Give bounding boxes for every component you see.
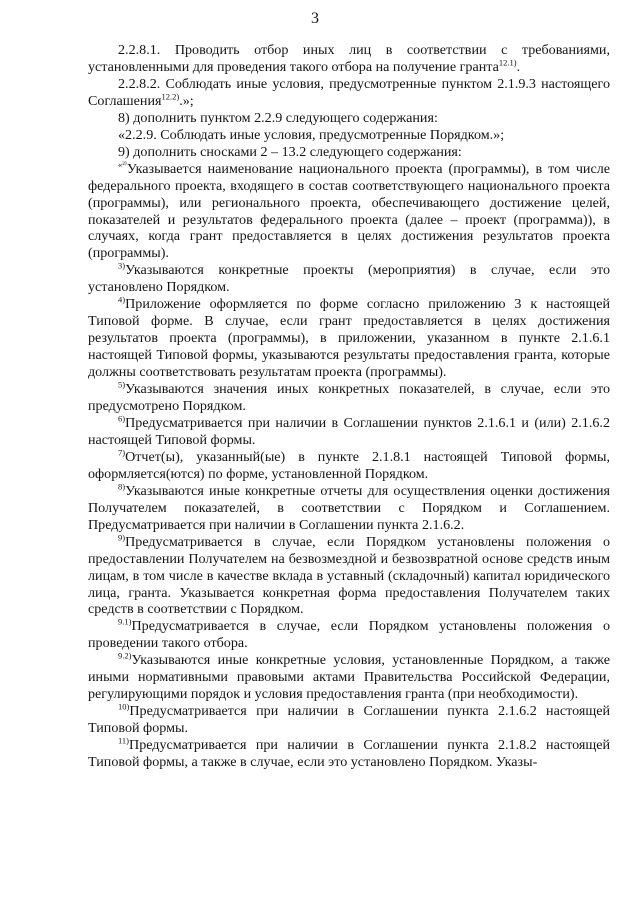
paragraph-text: Приложение оформляется по форме согласно приложению 3 к настоящей Типовой форме. В случае, если грант предоставляется в целях достижения результатов проекта (программы), в приложении, указанном в пункте 2.1.6.1 настоящей Типовой формы, указываются результаты предоставления гранта, которые должны соответствовать результатам проекта (программы). <box>88 296 610 381</box>
paragraph <box>88 449 610 483</box>
footnote-marker: 9.1) <box>118 616 132 627</box>
paragraph-tail: . <box>516 58 521 75</box>
paragraph <box>88 158 610 263</box>
paragraph-text: 8) дополнить пунктом 2.2.9 следующего содержания: <box>118 109 438 126</box>
paragraph <box>88 652 610 703</box>
footnote-marker: 3) <box>118 260 126 271</box>
footnote-marker: 4) <box>118 294 126 305</box>
paragraph-text: Отчет(ы), указанный(ые) в пункте 2.1.8.1 настоящей Типовой формы, оформляется(ются) по форме, установленной Порядком. <box>88 448 610 482</box>
paragraph <box>88 296 610 381</box>
document-body <box>88 42 610 771</box>
paragraph-text: Указывается наименование национального проекта (программы), в том числе федерального проекта, входящего в состав соответствующего национального проекта (программы), или регионального проекта, обеспечивающего достижение целей, показателей и результатов федерального проекта (далее – проект (программа)), в случаях, когда грант предоставляется в целях достижения результатов проекта (программы). <box>88 160 610 262</box>
paragraph-text: Предусматривается в случае, если Порядком установлены положения о предоставлении Получателем на безвозмездной и безвозвратной основе средств иным лицам, в том числе в качестве вклада в уставный (складочный) капитал юридического лица, гранта. Указывается конкретная форма предоставления Получателем таких средств в соответствии с Порядком. <box>88 533 610 618</box>
paragraph-text: Предусматривается при наличии в Соглашении пункта 2.1.6.2 настоящей Типовой формы. <box>88 703 610 737</box>
paragraph-text: «2.2.9. Соблюдать иные условия, предусмотренные Порядком.»; <box>118 126 505 143</box>
footnote-reference: 12.2) <box>161 91 180 102</box>
footnote-marker: 10) <box>118 701 130 712</box>
paragraph <box>88 144 610 161</box>
footnote-marker: 11) <box>118 735 130 746</box>
paragraph-text: Указываются иные конкретные отчеты для осуществления оценки достижения Получателем показателей, в соответствии с Порядком и Соглашением. Предусматривается при наличии в Соглашении пункта 2.1.6.2. <box>88 482 610 533</box>
paragraph <box>88 415 610 449</box>
paragraph-text: Указываются конкретные проекты (мероприятия) в случае, если это установлено Порядком. <box>88 262 610 296</box>
paragraph <box>88 531 610 619</box>
footnote-marker: «²⁾ <box>118 158 127 169</box>
footnote-marker: 6) <box>118 413 126 424</box>
paragraph-text: 2.2.8.1. Проводить отбор иных лиц в соответствии с требованиями, установленными для проведения такого отбора на получение гранта <box>88 42 610 75</box>
paragraph <box>88 110 610 127</box>
footnote-marker: 9) <box>118 531 126 542</box>
paragraph <box>88 42 610 76</box>
paragraph <box>88 483 610 534</box>
footnote-marker: 8) <box>118 481 126 492</box>
paragraph <box>88 127 610 144</box>
paragraph-text: Указываются иные конкретные условия, установленные Порядком, а также иными нормативными правовыми актами Правительства Российской Федерации, регулирующими порядок и условия предоставления гранта (при необходимости). <box>88 652 610 703</box>
paragraph-tail: .»; <box>179 92 194 109</box>
paragraph-text: 2.2.8.2. Соблюдать иные условия, предусмотренные пунктом 2.1.9.3 настоящего Соглашения <box>88 75 610 109</box>
paragraph-text: Предусматривается при наличии в Соглашении пунктов 2.1.6.1 и (или) 2.1.6.2 настоящей Типовой формы. <box>88 414 610 448</box>
paragraph <box>88 618 610 652</box>
paragraph-text: 9) дополнить сносками 2 – 13.2 следующего содержания: <box>118 143 462 160</box>
paragraph <box>88 703 610 737</box>
paragraph <box>88 76 610 110</box>
footnote-marker: 7) <box>118 447 126 458</box>
paragraph <box>88 737 610 771</box>
page-number: 3 <box>311 10 319 27</box>
paragraph <box>88 262 610 296</box>
paragraph-text: Предусматривается при наличии в Соглашении пункта 2.1.8.2 настоящей Типовой формы, а также в случае, если это установлено Порядком. Указы- <box>88 737 610 771</box>
paragraph-text: Предусматривается в случае, если Порядком установлены положения о проведении такого отбора. <box>88 618 610 652</box>
footnote-reference: 12.1) <box>498 57 517 68</box>
paragraph-text: Указываются значения иных конкретных показателей, в случае, если это предусмотрено Порядком. <box>88 381 610 415</box>
footnote-marker: 9.2) <box>118 650 132 661</box>
paragraph <box>88 381 610 415</box>
footnote-marker: 5) <box>118 379 126 390</box>
